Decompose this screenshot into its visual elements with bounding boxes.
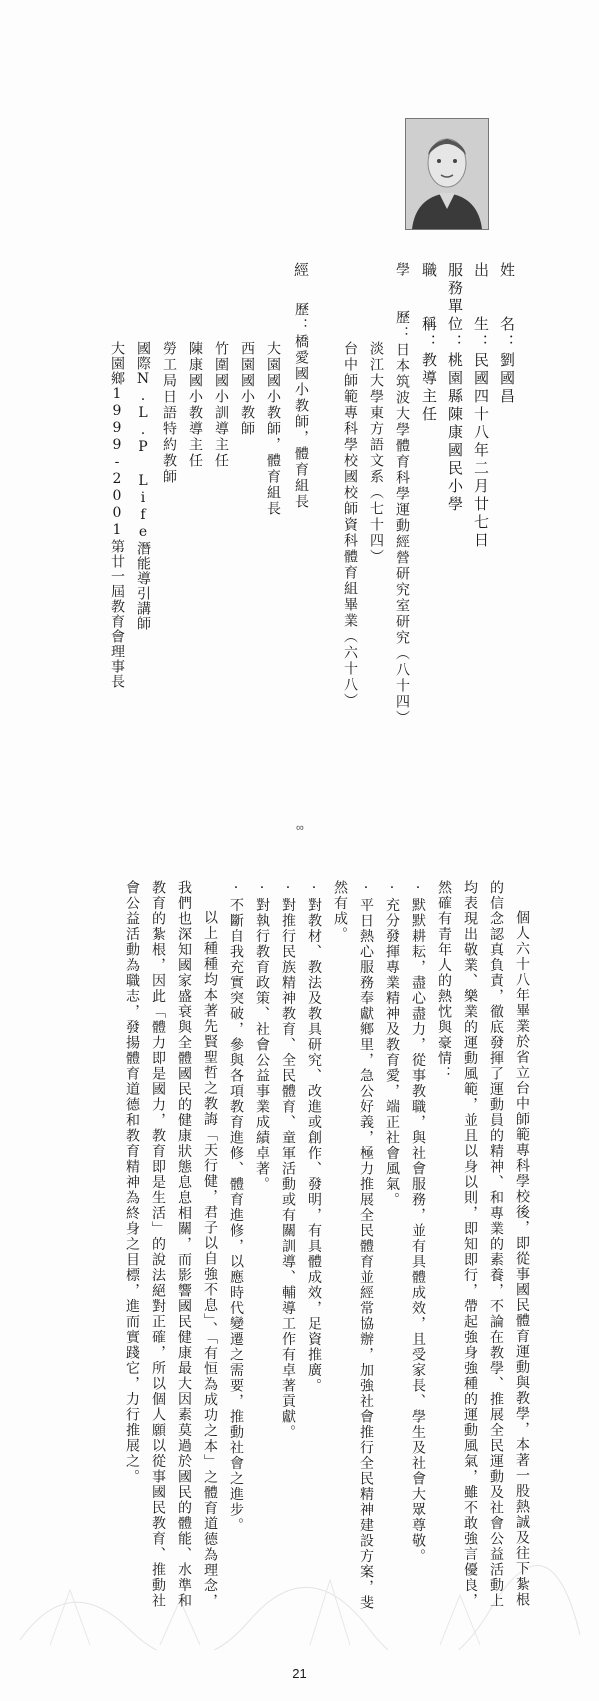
profile-education-2: 淡江大學東方語文系（七十四） xyxy=(368,341,384,565)
profile-education-3: 台中師範專科學校國校師資科體育組畢業（六十八） xyxy=(342,341,358,709)
essay-paragraph-1-line-4: 然確有青年人的熱忱與豪情： xyxy=(436,880,452,1082)
essay-paragraph-1-line-1: 個人六十八年畢業於省立台中師範專科學校後，即從事國民體育運動與教學，本著一股熱誠及往下紮根 xyxy=(514,910,530,1608)
profile-experience-label: 經 xyxy=(292,262,310,280)
profile-education: 學 歷：日本筑波大學體育科學運動經營研究室研究（八十四） xyxy=(394,262,410,726)
profile-experience-5: 陳康國小教導主任 xyxy=(187,341,203,469)
profile-experience-7: 國際N.L.P Life潛能導引講師 xyxy=(135,341,151,631)
essay-paragraph-2-line-3: 教育的紮根，因此「體力即是國力，教育即是生活」的說法絕對正確，所以個人願以從事國民教育、推動社 xyxy=(150,880,166,1609)
essay-bullet-1: ·默默耕耘，盡心盡力，從事教職，與社會服務，並有具體成效，且受家長、學生及社會大眾尊敬。 xyxy=(410,880,426,1564)
essay-paragraph-1-line-2: 的信念認真負責，徹底發揮了運動員的精神、和專業的素養，不論在教學、推展全民運動及社會公益活動上 xyxy=(488,880,504,1609)
profile-name: 姓 名：劉國昌 xyxy=(498,262,516,406)
essay-bullet-2: ·充分發揮專業精神及教育愛，端正社會風氣。 xyxy=(384,880,400,1208)
essay-bullet-4: ·對教材、教法及教具研究、改進或創作、發明，有具體成效，足資推廣。 xyxy=(306,880,322,1394)
scan-texture xyxy=(10,1530,590,1650)
essay-bullet-3-line-1: ·平日熱心服務奉獻鄉里，急公好義，極力推展全民體育並經常協辦，加強社會推行全民精神建設方案，斐 xyxy=(358,880,374,1611)
profile-experience-4: 竹圍國小訓導主任 xyxy=(213,341,229,469)
essay-paragraph-2-line-1: 以上種種均本著先賢聖哲之教誨「天行健，君子以自強不息」、「有恒為成功之本」之體育道德為理念， xyxy=(202,910,218,1609)
profile-experience-2: 大園國小教師，體育組長 xyxy=(265,341,281,517)
profile-birth: 出 生：民國四十八年二月廿七日 xyxy=(472,262,490,550)
profile-experience-3: 西園國小教師 xyxy=(239,341,255,437)
profile-experience: 歷：橋愛國小教師，體育組長 xyxy=(293,302,309,510)
essay-bullet-3-line-2: 然有成。 xyxy=(332,880,348,942)
portrait-photo xyxy=(405,118,489,230)
essay-paragraph-1-line-3: 均表現出敬業、樂業的運動風範，並且以身以則，即知即行，帶起強身強種的運動風氣，雖不敢強言優良， xyxy=(462,880,478,1609)
essay-bullet-5: ·對推行民族精神教育、全民體育、童軍活動或有關訓導、輔導工作有卓著貢獻。 xyxy=(280,880,296,1440)
essay-paragraph-2-line-4: 會公益活動為職志，發揚體育道德和教育精神為終身之目標，進而實踐它，力行推展之。 xyxy=(124,880,140,1485)
profile-experience-8: 大園鄉1999-2001第廿一屆教育會理事長 xyxy=(109,341,125,689)
essay-bullet-6: ·對執行教育政策、社會公益事業成績卓著。 xyxy=(254,880,270,1192)
essay-paragraph-2-line-2: 我們也深知國家盛衰與全體國民的健康狀態息息相關，而影響國民健康最大因素莫過於國民的體能、水準和 xyxy=(176,880,192,1609)
profile-unit: 服務單位：桃園縣陳康國民小學 xyxy=(446,262,464,514)
page-number: 21 xyxy=(292,1666,307,1681)
profile-experience-6: 勞工局日語特約教師 xyxy=(161,341,177,485)
separator-mark: ∞ xyxy=(296,822,304,834)
essay-bullet-7: ·不斷自我充實突破，參與各項教育進修、體育進修，以應時代變遷之需要，推動社會之進步。 xyxy=(228,880,244,1533)
profile-title: 職 稱：教導主任 xyxy=(420,262,438,424)
